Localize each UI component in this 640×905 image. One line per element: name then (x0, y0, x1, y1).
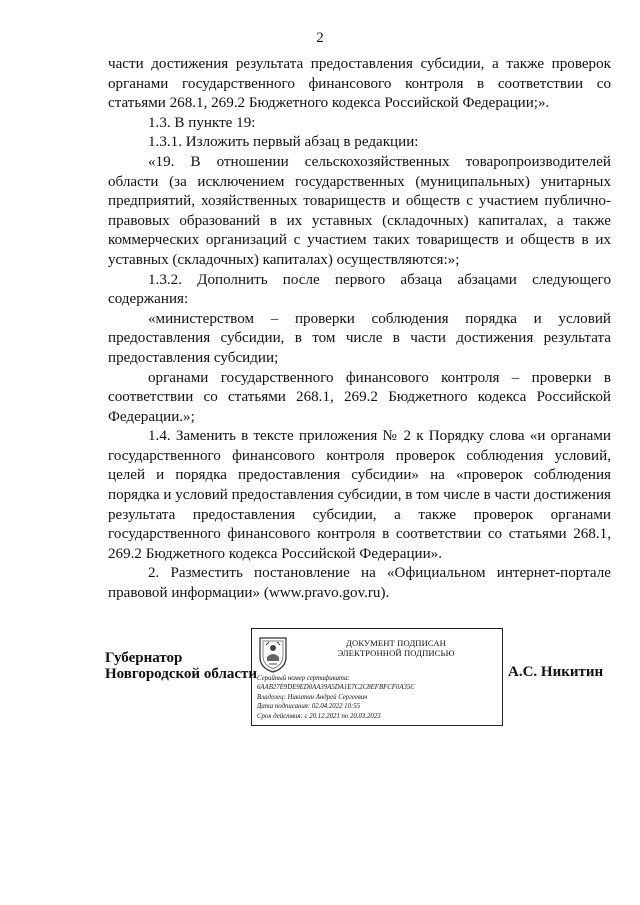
signer-position (105, 650, 257, 682)
paragraph: органами государственного финансового контроля – проверки в соответствии со статьями 268.1, 269.2 Бюджетного кодекса Российской Федерации.»; (108, 369, 611, 425)
signer-position-title: Губернатор (105, 650, 183, 666)
signer-name: А.С. Никитин (508, 664, 604, 680)
paragraph: 2. Разместить постановление на «Официальном интернет-портале правовой информации» (www.pravo.gov.ru). (108, 565, 611, 602)
electronic-signature-stamp (251, 628, 503, 726)
signer-position-region: Новгородской области (105, 666, 258, 682)
stamp-owner: Владелец: Никитин Андрей Сергеевич (257, 693, 368, 701)
paragraph: 1.3.1. Изложить первый абзац в редакции: (148, 134, 419, 151)
coat-of-arms-icon (258, 635, 288, 673)
paragraph: «19. В отношении сельскохозяйственных товаропроизводителей области (за исключением государственных (муниципальных) унитарных предприятий, хозяйственных товариществ и обществ с участием публично-правовых образований в их уставных (складочных) капиталах, а также коммерческих организаций с участием таких товариществ и обществ в их уставных (складочных) капиталах) осуществляются:»; (108, 153, 611, 268)
paragraph: 1.3.2. Дополнить после первого абзаца абзацами следующего содержания: (108, 271, 611, 308)
stamp-certificate-number: 6AAB27E9DE9ED0AA39A5DA1E7C2C8EFBFCF0A35C (257, 684, 415, 692)
stamp-signing-date: Дата подписания: 02.04.2022 10:55 (257, 703, 361, 711)
page-number: 2 (316, 30, 324, 46)
document-body (108, 55, 611, 604)
paragraph: 1.3. В пункте 19: (148, 114, 256, 131)
stamp-details (257, 674, 501, 721)
stamp-title-line2: ЭЛЕКТРОННОЙ ПОДПИСЬЮ (337, 648, 455, 658)
paragraph: 1.4. Заменить в тексте приложения № 2 к Порядку слова «и органами государственного финансового контроля проверок соблюдения условий, целей и порядка предоставления субсидии» на «проверок соблюдения порядка и условий предоставления субсидии, в том числе в части достижения результата предоставления субсидии, а также проверок органами государственного финансового контроля в соответствии со статьями 268.1, 269.2 Бюджетного кодекса Российской Федерации». (108, 428, 611, 562)
stamp-validity: Срок действия: с 20.12.2021 по 20.03.2023 (257, 712, 381, 720)
paragraph: «министерством – проверки соблюдения порядка и условий предоставления субсидии, в том числе в части достижения результата предоставления субсидии; (108, 310, 611, 366)
stamp-title (296, 638, 496, 658)
stamp-certificate-label: Серийный номер сертификата: (257, 675, 350, 682)
stamp-title-line1: ДОКУМЕНТ ПОДПИСАН (346, 638, 446, 648)
paragraph: части достижения результата предоставления субсидии, а также проверок органами государственного финансового контроля в соответствии со статьями 268.1, 269.2 Бюджетного кодекса Российской Федерации;». (108, 56, 611, 112)
